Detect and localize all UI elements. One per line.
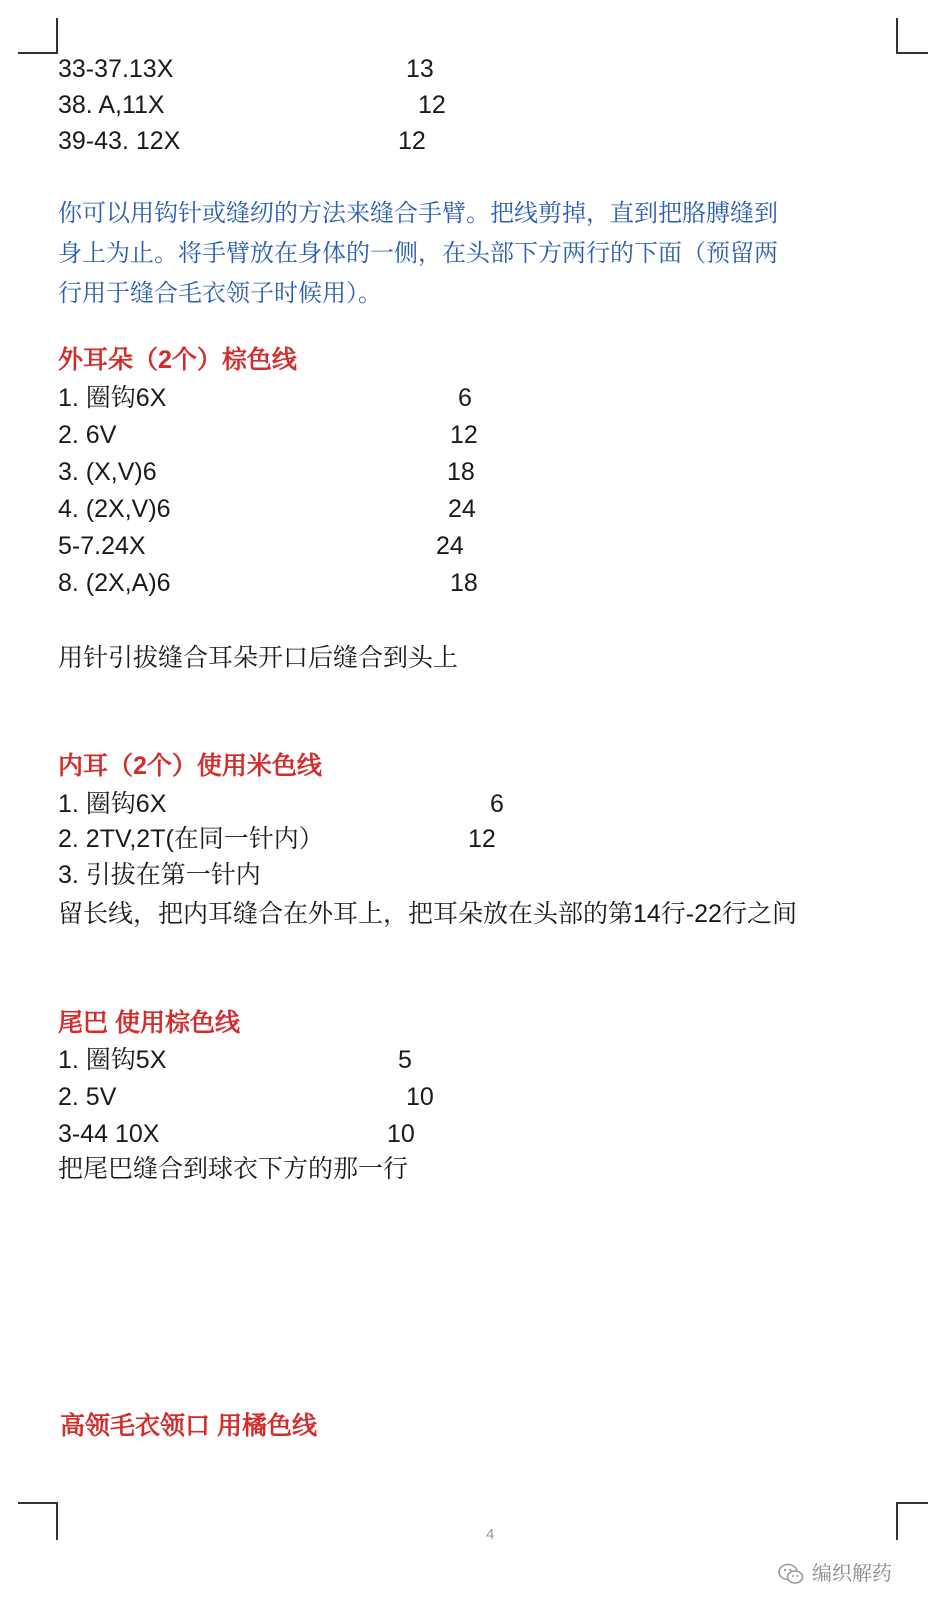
outer-ear-row-count: 18	[447, 458, 475, 486]
arm-note-line: 你可以用钩针或缝纫的方法来缝合手臂。把线剪掉，直到把胳膊缝到	[58, 200, 778, 227]
outer-ear-row-label: 5-7.24X	[58, 532, 146, 560]
wechat-icon	[778, 1563, 804, 1585]
outer-ear-row-label: 2. 6V	[58, 421, 117, 449]
tail-row-count: 5	[398, 1046, 412, 1074]
outer-ear-note: 用针引拔缝合耳朵开口后缝合到头上	[58, 644, 459, 672]
arm-row-count: 12	[398, 127, 426, 155]
watermark	[778, 1560, 892, 1588]
arm-row-label: 39-43. 12X	[58, 127, 181, 155]
tail-note: 把尾巴缝合到球衣下方的那一行	[58, 1155, 409, 1183]
outer-ear-row-count: 12	[450, 421, 478, 449]
tail-heading: 尾巴 使用棕色线	[58, 1009, 240, 1037]
collar-heading: 高领毛衣领口 用橘色线	[60, 1412, 317, 1440]
outer-ear-row-label: 3. (X,V)6	[58, 458, 157, 486]
inner-ear-row-label: 3. 引拔在第一针内	[58, 861, 261, 889]
inner-ear-row-label: 1. 圈钩6X	[58, 790, 167, 818]
tail-row-label: 1. 圈钩5X	[58, 1046, 167, 1074]
arm-note-line: 身上为止。将手臂放在身体的一侧，在头部下方两行的下面（预留两	[58, 240, 778, 267]
arm-row-label: 38. A,11X	[58, 91, 165, 119]
arm-note-line: 行用于缝合毛衣领子时候用）。	[58, 280, 382, 307]
watermark-text: 编织解药	[812, 1563, 892, 1585]
tail-row-count: 10	[387, 1120, 415, 1148]
inner-ear-row-label: 2. 2TV,2T(在同一针内）	[58, 825, 324, 853]
outer-ear-row-count: 24	[448, 495, 476, 523]
crop-mark-top-left	[18, 18, 58, 54]
arm-row-count: 12	[418, 91, 446, 119]
crop-mark-bottom-left	[18, 1502, 58, 1540]
outer-ear-row-label: 4. (2X,V)6	[58, 495, 171, 523]
crop-mark-top-right	[896, 18, 928, 54]
outer-ear-row-count: 18	[450, 569, 478, 597]
outer-ear-row-label: 1. 圈钩6X	[58, 384, 167, 412]
crop-mark-bottom-right	[896, 1502, 928, 1540]
inner-ear-row-count: 12	[468, 825, 496, 853]
outer-ear-row-count: 6	[458, 384, 472, 412]
page-number: 4	[486, 1526, 495, 1543]
arm-row-count: 13	[406, 55, 434, 83]
outer-ear-row-label: 8. (2X,A)6	[58, 569, 171, 597]
inner-ear-heading: 内耳（2个）使用米色线	[58, 752, 322, 780]
outer-ear-row-count: 24	[436, 532, 464, 560]
tail-row-label: 3-44 10X	[58, 1120, 160, 1148]
tail-row-label: 2. 5V	[58, 1083, 117, 1111]
outer-ear-heading: 外耳朵（2个）棕色线	[58, 346, 297, 374]
tail-row-count: 10	[406, 1083, 434, 1111]
inner-ear-row-count: 6	[490, 790, 504, 818]
inner-ear-note: 留长线，把内耳缝合在外耳上，把耳朵放在头部的第14行-22行之间	[58, 900, 797, 928]
arm-row-label: 33-37.13X	[58, 55, 174, 83]
